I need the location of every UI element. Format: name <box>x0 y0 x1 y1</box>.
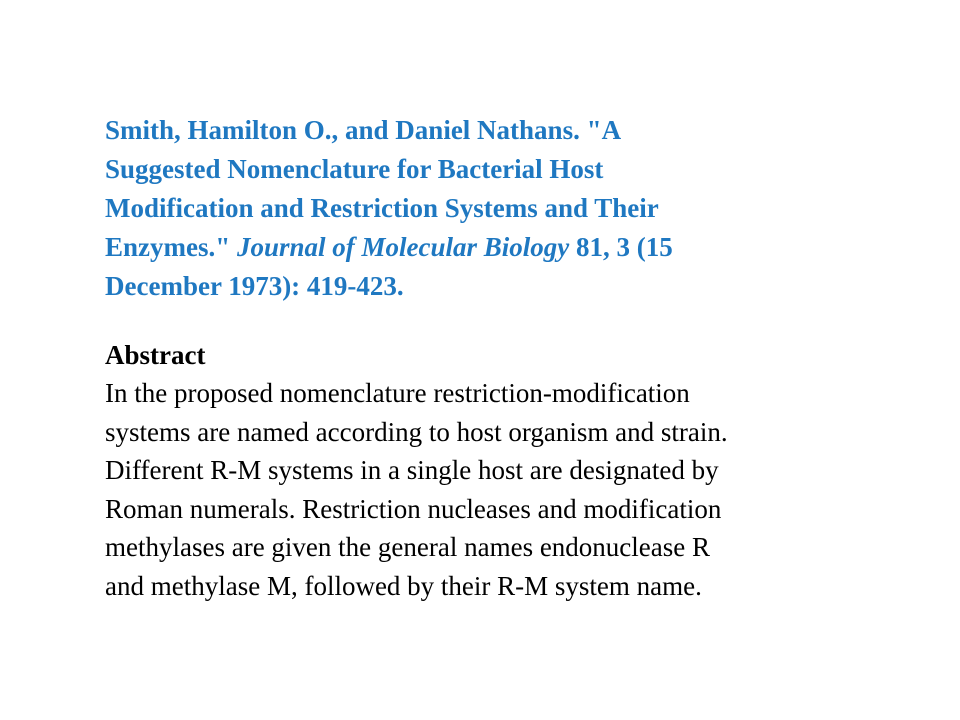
journal-title: Journal of Molecular Biology <box>236 232 570 262</box>
abstract-line-3: Different R-M systems in a single host are designated by <box>105 455 719 485</box>
citation-line-4 <box>105 228 825 267</box>
abstract-line-5: methylases are given the general names endonuclease R <box>105 532 711 562</box>
abstract-text <box>105 374 865 605</box>
citation-line-2: Suggested Nomenclature for Bacterial Host <box>105 154 604 184</box>
citation <box>105 111 825 306</box>
abstract-line-6: and methylase M, followed by their R-M system name. <box>105 570 702 601</box>
citation-line-3: Modification and Restriction Systems and Their <box>105 193 659 223</box>
citation-line-1: Smith, Hamilton O., and Daniel Nathans. "A <box>105 115 622 145</box>
abstract-line-2: systems are named according to host organism and strain. <box>105 416 728 447</box>
abstract-heading: Abstract <box>105 340 206 370</box>
abstract-line-1: In the proposed nomenclature restriction-modification <box>105 378 690 408</box>
citation-line-5: December 1973): 419-423. <box>105 271 404 301</box>
abstract-line-4: Roman numerals. Restriction nucleases and modification <box>105 493 722 524</box>
citation-line-4-prefix: Enzymes." <box>105 232 237 262</box>
citation-line-4-suffix: 81, 3 (15 <box>569 232 673 262</box>
